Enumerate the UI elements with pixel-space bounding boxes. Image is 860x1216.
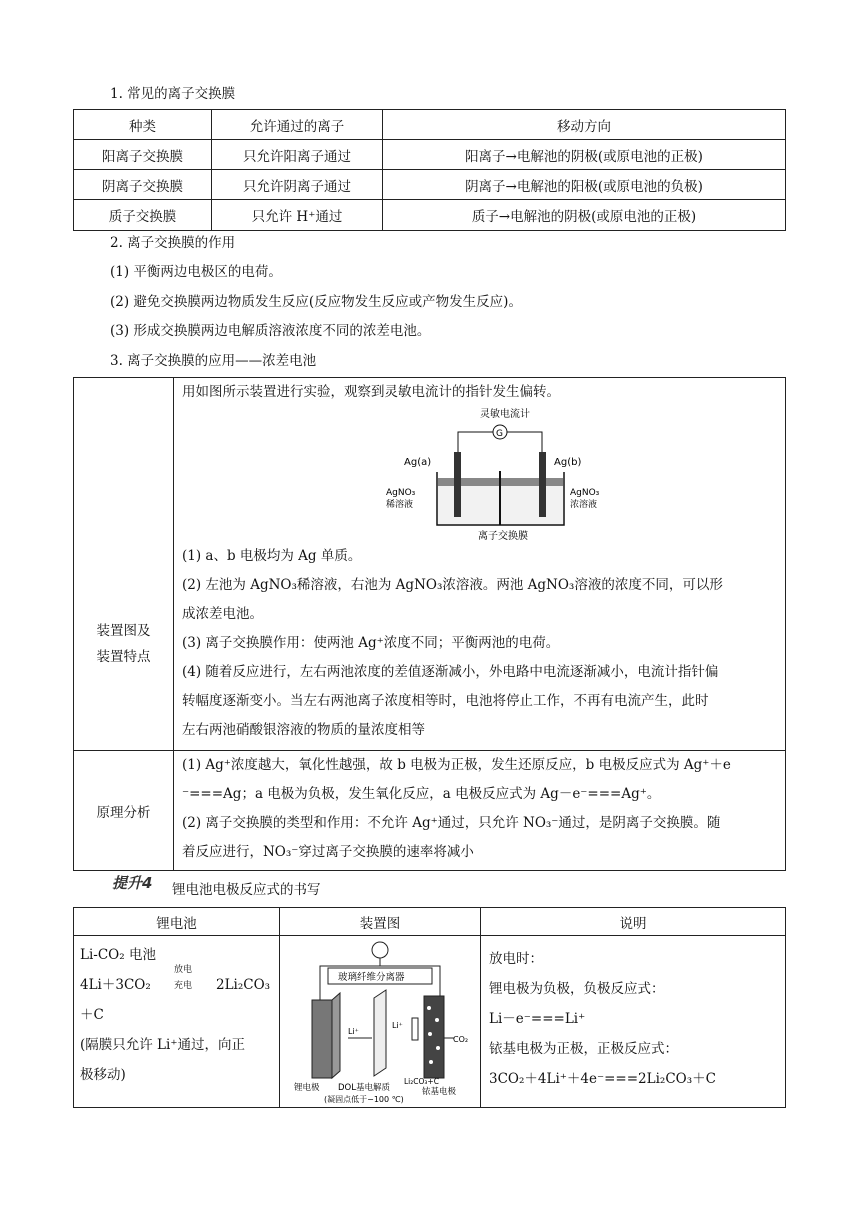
deposit-box — [412, 1018, 418, 1040]
li-ion-label-left: Li⁺ — [348, 1026, 359, 1036]
list-item: (4) 随着反应进行，左右两池浓度的差值逐渐减小，外电路中电流逐渐减小，电流计指针偏 — [182, 664, 719, 680]
table-header: 装置图 — [280, 908, 481, 936]
intro-text: 用如图所示装置进行实验，观察到灵敏电流计的指针发生偏转。 — [182, 384, 560, 400]
porous-dot — [429, 1060, 433, 1064]
list-item: 转幅度逐渐变小。当左右两池离子浓度相等时，电池将停止工作，不再有电流产生，此时 — [182, 693, 709, 709]
electrode-a — [454, 452, 461, 517]
section1-heading: 1. 常见的离子交换膜 — [110, 86, 236, 102]
li-co2-diagram — [290, 938, 470, 1106]
wire-right — [507, 432, 542, 452]
row-label-line: 装置特点 — [96, 649, 151, 665]
product-label: Li₂CO₃+C — [404, 1076, 439, 1086]
list-item: (1) a、b 电极均为 Ag 单质。 — [182, 548, 362, 564]
right-electrode-label: Ag(b) — [554, 457, 582, 468]
membrane-label: 离子交换膜 — [478, 531, 528, 542]
battery-name: Li-CO₂ 电池 — [80, 947, 156, 963]
porous-dot — [428, 1032, 432, 1036]
row-label: 原理分析 — [74, 751, 174, 871]
charge-label: 充电 — [174, 981, 193, 991]
electrolyte-label: DOL基电解质 — [338, 1082, 390, 1093]
table-cell: 只允许阴离子通过 — [212, 170, 383, 200]
explanation-cell — [481, 936, 786, 1108]
list-item: (1) 平衡两边电极区的电荷。 — [110, 264, 282, 280]
electrolyte-note: (凝固点低于−100 ℃) — [324, 1094, 404, 1104]
table-cell: 质子交换膜 — [74, 200, 212, 231]
device-figure-cell — [280, 936, 481, 1108]
table-cell: 阳离子→电解池的阴极(或原电池的正极) — [383, 140, 786, 170]
list-item: ⁻===Ag；a 电极为负极，发生氧化反应，a 电极反应式为 Ag－e⁻===Ag⁺。 — [182, 786, 661, 802]
right-solution-label: 浓溶液 — [570, 500, 598, 510]
concentration-cell-figure — [182, 407, 777, 542]
iridium-electrode — [424, 996, 444, 1078]
table-row — [74, 170, 786, 200]
table-row — [74, 200, 786, 231]
table-header: 移动方向 — [383, 110, 786, 140]
cell-diagram — [382, 407, 622, 542]
table-cell: 质子→电解池的阴极(或原电池的正极) — [383, 200, 786, 231]
left-electrode-label: Ag(a) — [404, 457, 432, 468]
table-cell: 阴离子→电解池的阳极(或原电池的负极) — [383, 170, 786, 200]
principle-cell — [174, 751, 786, 871]
list-item: 着反应进行，NO₃⁻穿过离子交换膜的速率将减小 — [182, 844, 474, 860]
electrode-b — [539, 452, 546, 517]
list-item: 3CO₂＋4Li⁺＋4e⁻===2Li₂CO₃＋C — [489, 1071, 716, 1087]
table-cell: 只允许阳离子通过 — [212, 140, 383, 170]
lithium-electrode-label: 锂电极 — [294, 1082, 320, 1093]
list-item: 铱基电极为正极，正极反应式： — [489, 1041, 678, 1057]
porous-dot — [436, 1046, 440, 1050]
features-list — [182, 542, 777, 745]
table-header: 允许通过的离子 — [212, 110, 383, 140]
list-item: 放电时： — [489, 951, 543, 967]
left-solution-label: 稀溶液 — [386, 500, 414, 510]
co2-label: CO₂ — [453, 1034, 469, 1044]
device-features-cell — [174, 378, 786, 751]
list-item: 成浓差电池。 — [182, 606, 263, 622]
galvanometer-symbol: G — [496, 429, 503, 439]
table-cell: 阳离子交换膜 — [74, 140, 212, 170]
iridium-electrode-label: 铱基电极 — [422, 1086, 457, 1097]
bulb-icon — [372, 942, 388, 958]
table-header: 种类 — [74, 110, 212, 140]
note-line: 极移动) — [80, 1067, 126, 1083]
list-item: 锂电极为负极，负极反应式： — [489, 981, 665, 997]
porous-dot — [435, 1018, 439, 1022]
list-item: (3) 形成交换膜两边电解质溶液浓度不同的浓差电池。 — [110, 323, 431, 339]
li-ion-label-right: Li⁺ — [392, 1020, 403, 1030]
discharge-label: 放电 — [174, 965, 193, 975]
table-header: 锂电池 — [74, 908, 280, 936]
badge-text: 提升4 — [112, 874, 153, 892]
membrane-table — [73, 109, 786, 231]
list-item: 左右两池硝酸银溶液的物质的量浓度相等 — [182, 722, 425, 738]
row-label-line: 装置图及 — [96, 623, 151, 639]
table-cell: 阴离子交换膜 — [74, 170, 212, 200]
porous-dot — [427, 1006, 431, 1010]
reaction-line-cont: ＋C — [80, 1007, 104, 1023]
list-item: (1) Ag⁺浓度越大，氧化性越强，故 b 电极为正极，发生还原反应，b 电极反应式为 Ag⁺＋e — [182, 757, 731, 773]
table-header: 说明 — [481, 908, 786, 936]
row-label — [74, 378, 174, 751]
left-solution-label: AgNO₃ — [386, 488, 416, 498]
battery-equation-cell — [74, 936, 280, 1108]
list-item: Li－e⁻===Li⁺ — [489, 1011, 586, 1027]
wire-left — [458, 432, 493, 452]
battery-lines — [80, 940, 273, 1090]
galvanometer-label: 灵敏电流计 — [480, 409, 530, 420]
right-solution-label: AgNO₃ — [570, 488, 600, 498]
explanation-lines — [489, 944, 777, 1094]
reaction-line — [80, 965, 273, 1000]
note-line: (隔膜只允许 Li⁺通过，向正 — [80, 1037, 245, 1053]
lithium-battery-table — [73, 907, 786, 1108]
glass-fiber-separator — [374, 990, 386, 1076]
upgrade-badge — [112, 872, 152, 892]
lithium-electrode — [312, 1000, 332, 1078]
principle-list — [182, 751, 777, 867]
reactants: 4Li＋3CO₂ — [80, 977, 151, 993]
list-item: (2) 避免交换膜两边物质发生反应(反应物发生反应或产物发生反应)。 — [110, 294, 522, 310]
section2-heading: 2. 离子交换膜的作用 — [110, 235, 236, 251]
table-cell: 只允许 H⁺通过 — [212, 200, 383, 231]
list-item: (2) 离子交换膜的类型和作用：不允许 Ag⁺通过，只允许 NO₃⁻通过，是阴离子交换膜。随 — [182, 815, 721, 831]
section4-heading: 锂电池电极反应式的书写 — [172, 882, 321, 898]
concentration-cell-table — [73, 377, 786, 871]
table-row — [74, 140, 786, 170]
list-item: (3) 离子交换膜作用：使两池 Ag⁺浓度不同；平衡两池的电荷。 — [182, 635, 560, 651]
section3-heading: 3. 离子交换膜的应用——浓差电池 — [110, 353, 317, 369]
products: 2Li₂CO₃ — [216, 977, 271, 993]
list-item: (2) 左池为 AgNO₃稀溶液，右池为 AgNO₃浓溶液。两池 AgNO₃溶液的浓度不同，可以形 — [182, 577, 723, 593]
separator-label: 玻璃纤维分离器 — [338, 971, 405, 983]
lithium-electrode-side — [332, 993, 340, 1078]
